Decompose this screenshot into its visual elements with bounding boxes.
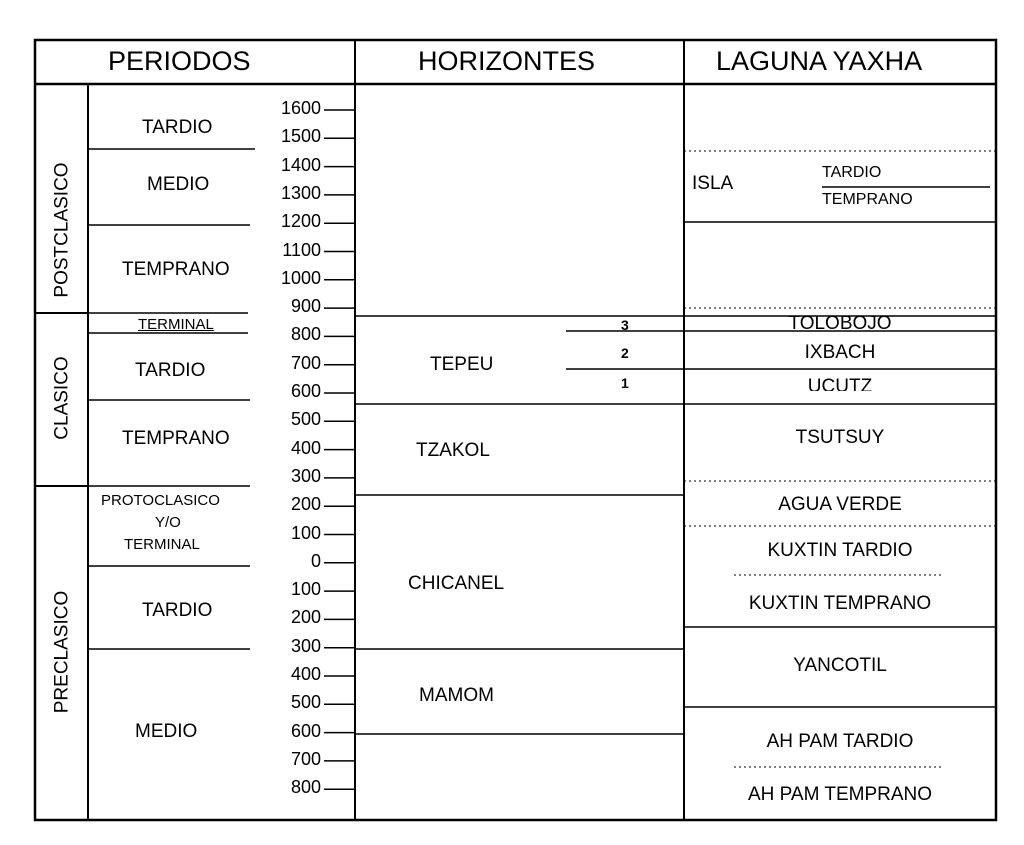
laguna-isla-tardio: TARDIO <box>822 164 882 181</box>
laguna-tolobojo: TOLOBOJO <box>788 313 892 334</box>
tick-label: 400 <box>290 664 321 684</box>
horizon-tzakol: TZAKOL <box>416 440 490 461</box>
period-clas-temprano: TEMPRANO <box>122 428 230 449</box>
laguna-isla: ISLA <box>692 173 734 194</box>
horizon-mamom: MAMOM <box>419 685 494 706</box>
period-pre-tardio: TARDIO <box>142 600 213 621</box>
tick-label: 100 <box>290 522 321 543</box>
horizon-tepeu-3: 3 <box>621 317 629 333</box>
horizon-tepeu-1: 1 <box>621 375 629 391</box>
laguna-yancotil: YANCOTIL <box>793 655 887 676</box>
period-post-temprano: TEMPRANO <box>122 259 230 280</box>
laguna-ucutz: UCUTZ <box>807 377 873 391</box>
period-post-medio: MEDIO <box>147 174 210 195</box>
tick-label: 900 <box>290 296 321 317</box>
tick-label: 800 <box>290 324 321 345</box>
tick-label: 200 <box>290 607 321 628</box>
tick-label: 1200 <box>280 211 321 232</box>
laguna-kuxtin-temprano: KUXTIN TEMPRANO <box>748 593 932 614</box>
era-clasico: CLASICO <box>51 356 73 440</box>
tick-label: 1400 <box>280 154 321 175</box>
tick-label: 300 <box>290 465 321 486</box>
header-periodos: PERIODOS <box>108 46 251 76</box>
period-pre-terminal: TERMINAL <box>124 536 200 553</box>
tick-label: 800 <box>290 777 321 798</box>
era-postclasico: POSTCLASICO <box>51 162 73 298</box>
period-pre-yo: Y/O <box>155 514 181 531</box>
laguna-ixbach: IXBACH <box>804 342 876 363</box>
horizon-chicanel: CHICANEL <box>408 573 505 594</box>
tick-label: 300 <box>290 635 321 656</box>
laguna-tsutsuy: TSUTSUY <box>795 427 885 448</box>
era-preclasico: PRECLASICO <box>51 590 73 714</box>
tick-label: 700 <box>290 748 321 769</box>
laguna-kuxtin-tardio: KUXTIN TARDIO <box>767 540 913 561</box>
tick-label: 700 <box>290 352 321 373</box>
horizon-tepeu-2: 2 <box>621 345 629 361</box>
period-post-tardio: TARDIO <box>142 117 213 138</box>
tick-label: 600 <box>290 381 321 401</box>
tick-label: 100 <box>290 579 321 600</box>
laguna-agua-verde: AGUA VERDE <box>778 494 902 515</box>
period-pre-medio: MEDIO <box>135 721 198 742</box>
tick-label: 1100 <box>282 239 321 260</box>
tick-label: 500 <box>290 692 321 713</box>
tick-label: 1500 <box>280 126 321 147</box>
tick-label: 0 <box>310 550 321 571</box>
tick-label: 500 <box>290 409 321 430</box>
tick-label: 200 <box>290 494 321 515</box>
tick-label: 400 <box>290 437 321 458</box>
tick-marks <box>324 110 355 789</box>
laguna-isla-temprano: TEMPRANO <box>822 191 913 208</box>
laguna-ah-pam-temprano: AH PAM TEMPRANO <box>747 784 933 805</box>
tick-label: 1600 <box>280 98 321 118</box>
laguna-ah-pam-tardio: AH PAM TARDIO <box>766 731 914 752</box>
tick-label: 600 <box>290 720 321 741</box>
tick-label: 1300 <box>280 182 321 203</box>
header-laguna-yaxha: LAGUNA YAXHA <box>716 46 923 76</box>
period-clas-terminal: TERMINAL <box>138 316 214 333</box>
header-horizontes: HORIZONTES <box>418 46 596 76</box>
horizon-tepeu: TEPEU <box>430 354 494 375</box>
tick-label: 1000 <box>280 267 321 288</box>
period-clas-tardio: TARDIO <box>135 360 206 381</box>
period-pre-protoclasico: PROTOCLASICO <box>101 492 220 509</box>
